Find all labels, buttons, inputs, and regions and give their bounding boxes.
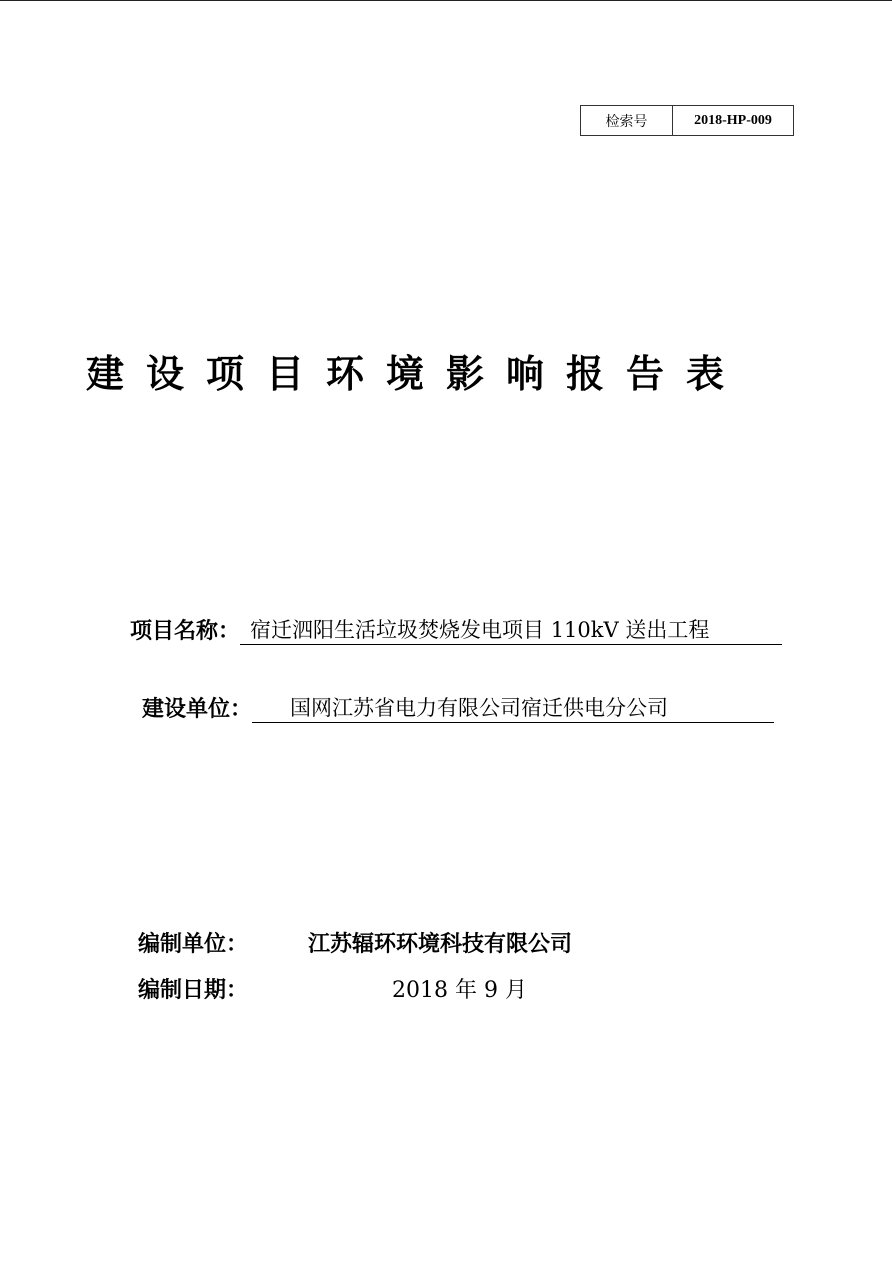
index-number-box	[580, 105, 794, 136]
construction-unit-label: 建设单位：	[142, 697, 253, 722]
index-number-value: 2018-HP-009	[694, 112, 772, 128]
document-title: 建设项目环境影响报告表	[85, 352, 746, 396]
project-name-value: 宿迁泗阳生活垃圾焚烧发电项目 110kV 送出工程	[240, 616, 782, 645]
compiling-date-label: 编制日期：	[138, 978, 249, 1003]
construction-unit-row	[142, 692, 774, 723]
compiling-date-value: 2018 年 9 月	[392, 978, 527, 1003]
compiling-unit-value: 江苏辐环环境科技有限公司	[308, 932, 573, 957]
top-border-line	[0, 0, 892, 1]
construction-unit-value: 国网江苏省电力有限公司宿迁供电分公司	[252, 694, 774, 723]
project-name-label: 项目名称：	[130, 619, 241, 644]
project-name-row	[130, 614, 782, 645]
compiling-unit-label: 编制单位：	[138, 932, 249, 957]
index-number-label: 检索号	[581, 106, 673, 135]
